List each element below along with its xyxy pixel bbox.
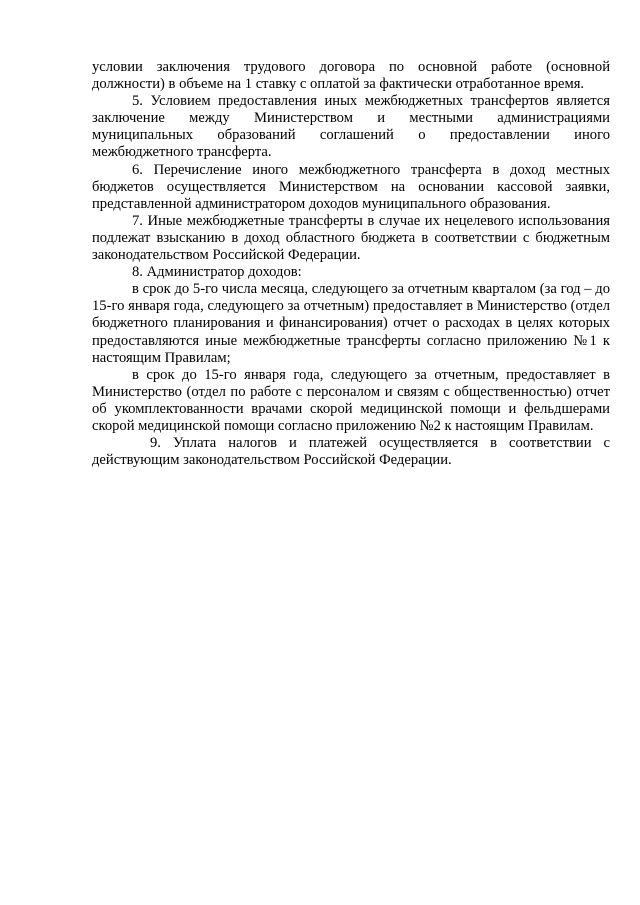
paragraph-item-7: 7. Иные межбюджетные трансферты в случае их нецелевого использования подлежат взысканию в доход областного бюджета в соответствии с бюджетным законодательством Российской Федерации. — [92, 212, 610, 264]
paragraph-item-6: 6. Перечисление иного межбюджетного трансферта в доход местных бюджетов осуществляется Министерством на основании кассовой заявки, представленной администратором доходов муниципального образования. — [92, 161, 610, 212]
paragraph-item-9: 9. Уплата налогов и платежей осуществляется в соответствии с действующим законодательством Российской Федерации. — [92, 435, 610, 469]
paragraph-item-8: 8. Администратор доходов: — [132, 264, 302, 281]
document-body — [92, 59, 610, 469]
paragraph-item-5: 5. Условием предоставления иных межбюджетных трансфертов является заключение между Министерством и местными администрациями муниципальных образований соглашений о предоставлении иного межбюджетного трансферта. — [92, 93, 610, 161]
paragraph-item-8-a: в срок до 5-го числа месяца, следующего за отчетным кварталом (за год – до 15-го января года, следующего за отчетным) предоставляет в Министерство (отдел бюджетного планирования и финансирования) отчет о расходах в целях которых предоставляются иные межбюджетные трансферты согласно приложению №1 к настоящим Правилам; — [92, 281, 610, 366]
paragraph-continuation: условии заключения трудового договора по основной работе (основной должности) в объеме на 1 ставку с оплатой за фактически отработанное время. — [92, 59, 610, 93]
paragraph-item-8-b: в срок до 15-го января года, следующего за отчетным, предоставляет в Министерство (отдел по работе с персоналом и связям с общественностью) отчет об укомплектованности врачами скорой медицинской помощи и фельдшерами скорой медицинской помощи согласно приложению №2 к настоящим Правилам. — [92, 366, 610, 434]
